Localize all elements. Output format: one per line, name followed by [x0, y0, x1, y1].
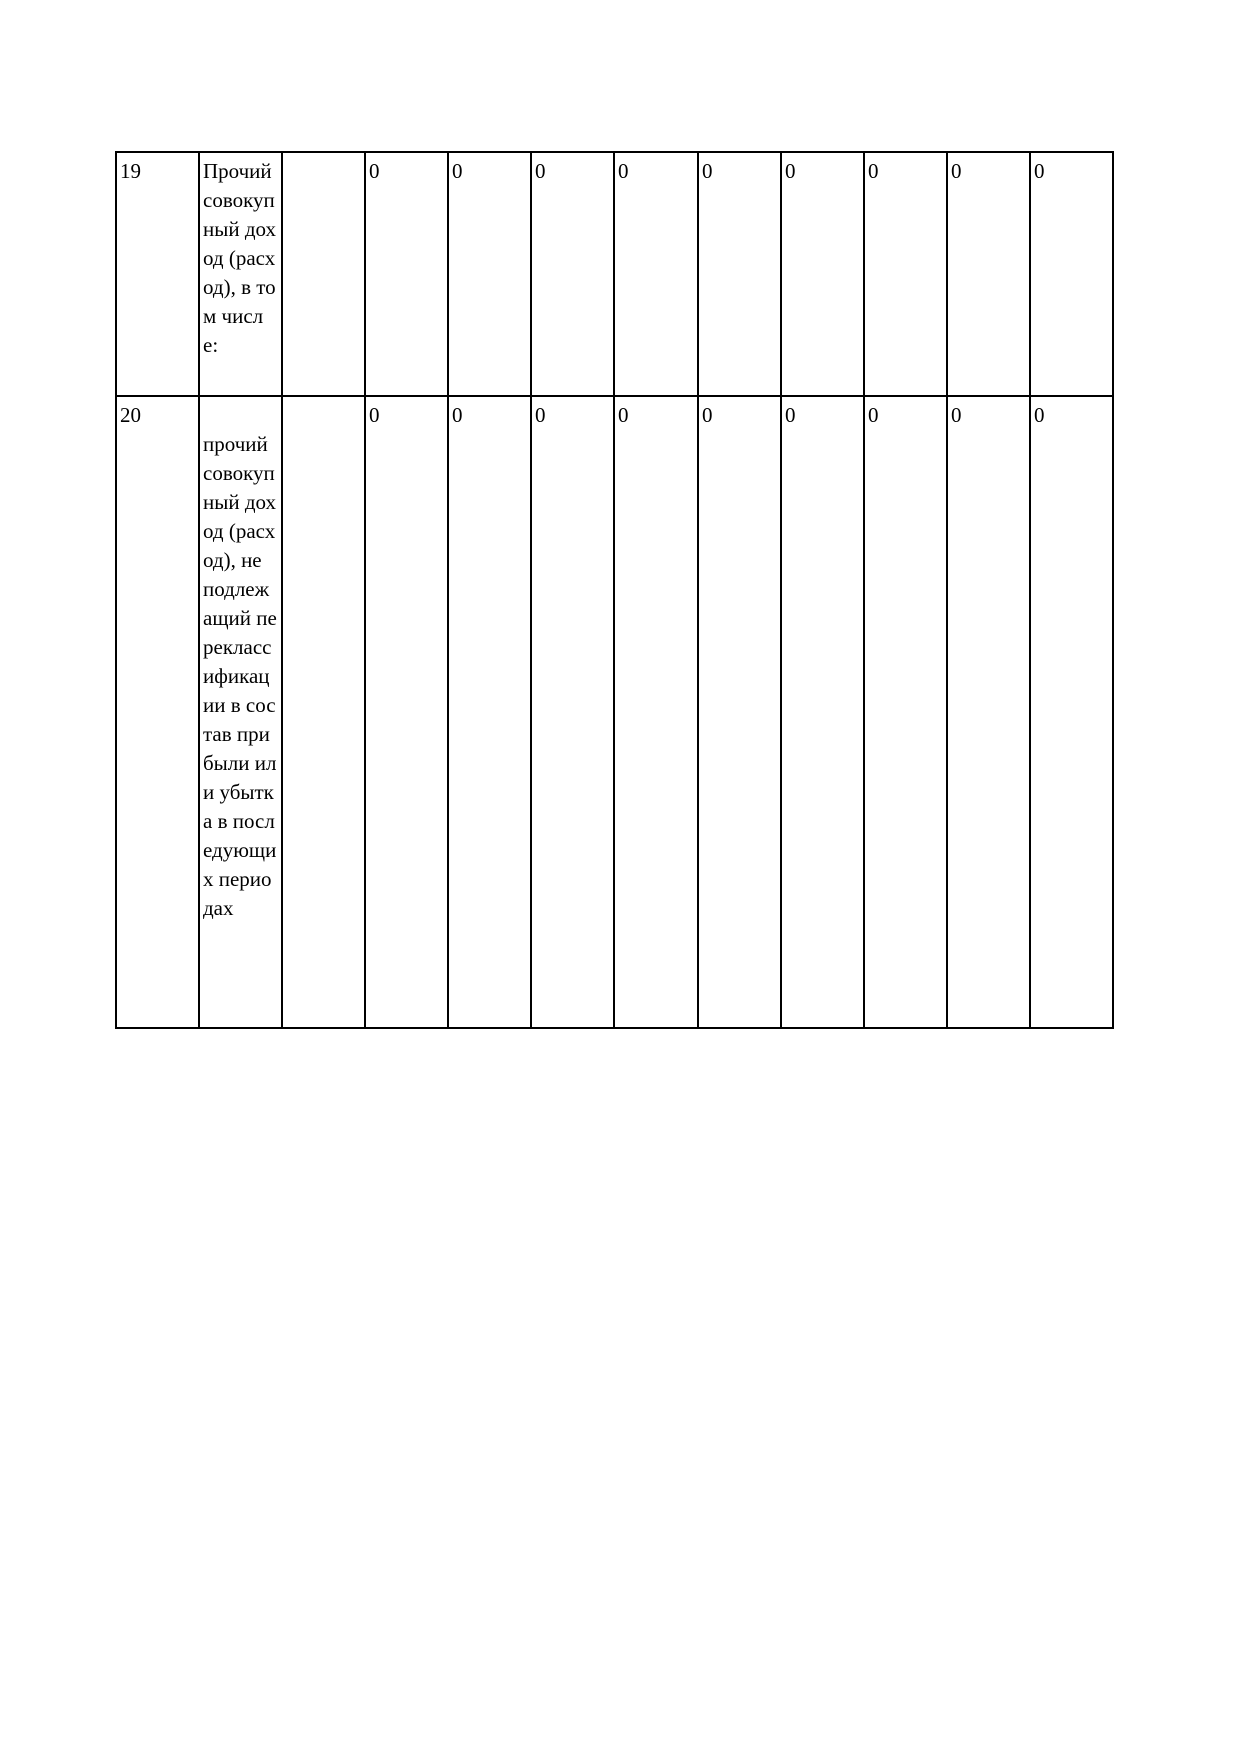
value: 0	[785, 403, 796, 427]
value: 0	[369, 403, 380, 427]
row-number-cell	[116, 396, 199, 1028]
value: 0	[868, 159, 879, 183]
value-cell	[531, 152, 614, 396]
row-code	[286, 401, 361, 1025]
value-cell	[1030, 152, 1113, 396]
value: 0	[618, 159, 629, 183]
row-number: 20	[120, 403, 141, 427]
value: 0	[868, 403, 879, 427]
value: 0	[452, 159, 463, 183]
value-cell	[947, 396, 1030, 1028]
value: 0	[1034, 403, 1045, 427]
value-cell	[864, 152, 947, 396]
row-label: прочий совокупный доход (расход), не подлежащий переклассификации в состав прибыли или убытка в последующих периодах	[203, 432, 277, 920]
row-number-cell	[116, 152, 199, 396]
value: 0	[535, 159, 546, 183]
value-cell	[448, 396, 531, 1028]
value-cell	[365, 396, 448, 1028]
row-code	[286, 157, 361, 393]
table-row	[116, 152, 1113, 396]
value-cell	[1030, 396, 1113, 1028]
value-cell	[531, 396, 614, 1028]
table-row	[116, 396, 1113, 1028]
value: 0	[535, 403, 546, 427]
value: 0	[951, 403, 962, 427]
value: 0	[452, 403, 463, 427]
value: 0	[369, 159, 380, 183]
row-number: 19	[120, 159, 141, 183]
value-cell	[781, 152, 864, 396]
value: 0	[702, 159, 713, 183]
value: 0	[951, 159, 962, 183]
value-cell	[365, 152, 448, 396]
report-table	[115, 151, 1114, 1029]
value: 0	[618, 403, 629, 427]
value-cell	[781, 396, 864, 1028]
value-cell	[698, 152, 781, 396]
row-label-cell	[199, 396, 282, 1028]
value-cell	[864, 396, 947, 1028]
row-code-cell	[282, 152, 365, 396]
value-cell	[448, 152, 531, 396]
value-cell	[698, 396, 781, 1028]
value: 0	[1034, 159, 1045, 183]
value-cell	[614, 152, 698, 396]
row-label-cell	[199, 152, 282, 396]
value: 0	[702, 403, 713, 427]
row-code-cell	[282, 396, 365, 1028]
value-cell	[614, 396, 698, 1028]
value-cell	[947, 152, 1030, 396]
row-label: Прочий совокупный доход (расход), в том числе:	[203, 159, 276, 357]
value: 0	[785, 159, 796, 183]
